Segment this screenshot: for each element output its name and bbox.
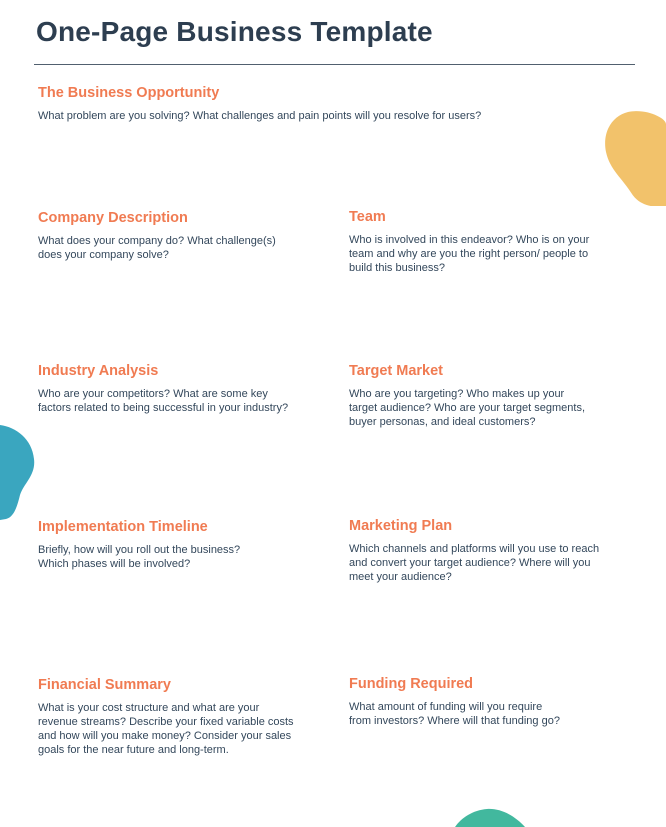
section-marketing-plan bbox=[349, 518, 624, 584]
section-industry-analysis bbox=[38, 363, 313, 415]
decorative-blue-blob bbox=[0, 425, 36, 520]
section-prompt bbox=[38, 234, 313, 262]
decorative-yellow-blob bbox=[600, 110, 666, 206]
prompt-line: Which channels and platforms will you use to reach bbox=[349, 543, 600, 555]
section-prompt bbox=[349, 700, 624, 728]
section-prompt bbox=[349, 233, 624, 275]
prompt-line: meet your audience? bbox=[349, 571, 452, 583]
section-prompt: What problem are you solving? What challenges and pain points will you resolve for users? bbox=[38, 110, 482, 122]
prompt-line: Which phases will be involved? bbox=[38, 558, 191, 570]
section-company-description bbox=[38, 210, 313, 262]
prompt-line: What does your company do? What challenge(s) bbox=[38, 235, 276, 247]
section-heading: Target Market bbox=[349, 363, 444, 379]
section-team bbox=[349, 209, 624, 275]
section-heading: Financial Summary bbox=[38, 677, 171, 693]
section-heading: Industry Analysis bbox=[38, 363, 159, 379]
page-title: One-Page Business Template bbox=[36, 16, 433, 47]
prompt-line: Who is involved in this endeavor? Who is on your bbox=[349, 234, 590, 246]
section-funding-required bbox=[349, 676, 624, 728]
decorative-green-blob bbox=[455, 808, 525, 827]
section-heading: Company Description bbox=[38, 210, 188, 226]
prompt-line: goals for the near future and long-term. bbox=[38, 744, 229, 756]
section-heading: Funding Required bbox=[349, 676, 474, 692]
prompt-line: buyer personas, and ideal customers? bbox=[349, 416, 536, 428]
section-heading: Team bbox=[349, 209, 386, 225]
prompt-line: build this business? bbox=[349, 262, 446, 274]
prompt-line: does your company solve? bbox=[38, 249, 169, 261]
section-business-opportunity bbox=[38, 85, 598, 123]
section-target-market bbox=[349, 363, 624, 429]
prompt-line: revenue streams? Describe your fixed variable costs bbox=[38, 716, 294, 728]
prompt-line: What amount of funding will you require bbox=[349, 701, 543, 713]
section-heading: The Business Opportunity bbox=[38, 85, 220, 101]
section-prompt bbox=[38, 387, 313, 415]
section-financial-summary bbox=[38, 677, 313, 757]
section-prompt bbox=[349, 387, 624, 429]
section-prompt bbox=[349, 542, 624, 584]
prompt-line: team and why are you the right person/ people to bbox=[349, 248, 589, 260]
prompt-line: target audience? Who are your target segments, bbox=[349, 402, 586, 414]
prompt-line: from investors? Where will that funding go? bbox=[349, 715, 560, 727]
section-prompt bbox=[38, 543, 313, 571]
title-divider bbox=[34, 64, 635, 65]
prompt-line: What is your cost structure and what are your bbox=[38, 702, 260, 714]
section-heading: Implementation Timeline bbox=[38, 519, 208, 535]
prompt-line: Briefly, how will you roll out the business? bbox=[38, 544, 241, 556]
section-implementation-timeline bbox=[38, 519, 313, 571]
prompt-line: Who are you targeting? Who makes up your bbox=[349, 388, 565, 400]
prompt-line: and convert your target audience? Where will you bbox=[349, 557, 591, 569]
prompt-line: Who are your competitors? What are some key bbox=[38, 388, 268, 400]
section-prompt bbox=[38, 701, 313, 757]
prompt-line: factors related to being successful in your industry? bbox=[38, 402, 289, 414]
prompt-line: and how will you make money? Consider your sales bbox=[38, 730, 292, 742]
section-heading: Marketing Plan bbox=[349, 518, 453, 534]
